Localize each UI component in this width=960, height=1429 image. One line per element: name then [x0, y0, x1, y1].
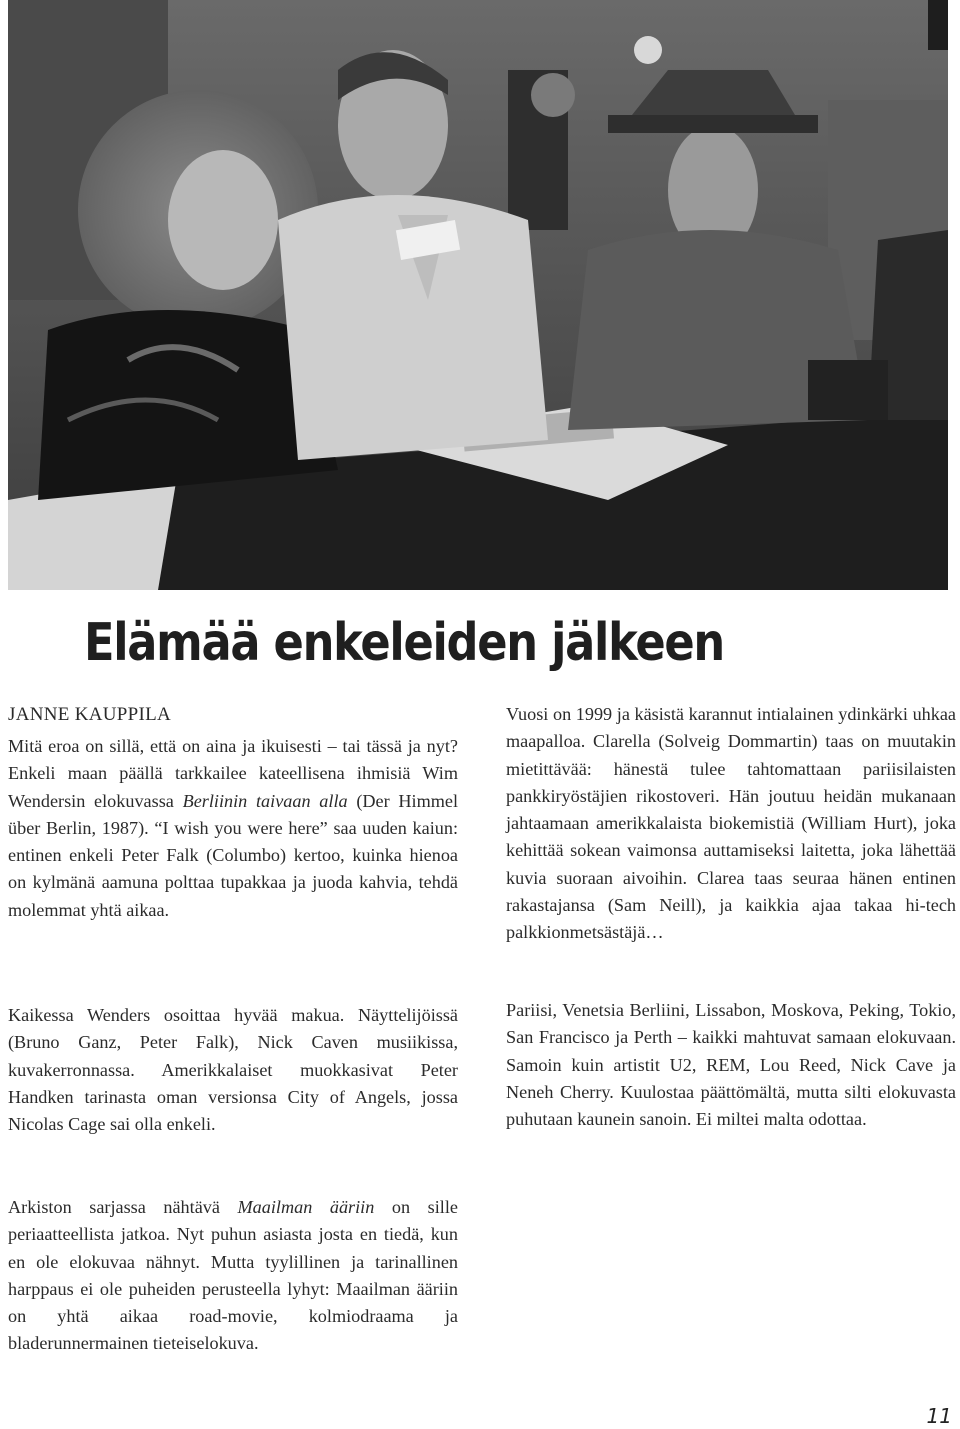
author-byline: JANNE KAUPPILA [8, 704, 172, 725]
film-still-photo-icon [8, 0, 948, 590]
left-p3-text-a: Arkiston sarjassa nähtävä [8, 1197, 238, 1217]
left-paragraph-2: Kaikessa Wenders osoittaa hyvää makua. Näyttelijöissä (Bruno Ganz, Peter Falk), Nick Caven musiikissa, kuvakerronnassa. Amerikkalaiset muokkasivat Peter Handken tarinasta oman versionsa City of Angels, jossa Nicolas Cage sai olla enkeli. [8, 1005, 458, 1135]
article-title: Elämää enkeleiden jälkeen [84, 613, 724, 673]
left-p1-text-a: Mitä eroa on sillä, että on aina ja ikuisesti – tai tässä ja nyt? Enkeli maan päällä tarkkailee kateellisena ihmisiä Wim Wendersin elokuvassa [8, 736, 458, 811]
left-p1-italic-title: Berliinin taivaan alla [182, 790, 348, 811]
page-number: 11 [926, 1404, 952, 1428]
left-paragraph-3 [8, 1194, 458, 1358]
right-paragraph-2: Pariisi, Venetsia Berliini, Lissabon, Moskova, Peking, Tokio, San Francisco ja Perth – kaikki mahtuvat samaan elokuvaan. Samoin kuin artistit U2, REM, Lou Reed, Nick Cave ja Neneh Cherry. Kuulostaa päättömältä, mutta silti elokuvasta puhutaan kaunein sanoin. Ei miltei malta odottaa. [506, 1000, 956, 1130]
left-paragraph-1 [8, 733, 458, 924]
film-still-photo [8, 0, 948, 590]
right-paragraph-1: Vuosi on 1999 ja käsistä karannut intialainen ydinkärki uhkaa maapalloa. Clarella (Solveig Dommartin) taas on muutakin mietittävää: hänestä tulee tahtomattaan pariisilaisten pankkiryöstäjien rikostoveri. Hän joutuu heidän mukanaan jahtaamaan amerikkalaista biokemistiä (William Hurt), joka kehittää sokean vaimonsa auttamiseksi laitetta, joka lähettää kuvia suoraan aivoihin. Clarea taas seuraa hänen entinen rakastajansa (Sam Neill), ja kaikkia ajaa takaa hi-tech palkkionmetsästäjä… [506, 704, 956, 943]
left-p3-text-b: on sille periaatteellista jatkoa. Nyt puhun asiasta josta en tiedä, kun en ole elokuvaa nähnyt. Mutta tyylillinen ja tarinallinen harppaus ei ole puheiden perusteella lyhyt: Maailman ääriin on yhtä aikaa road-movie, kolmiodraama ja bladerunnermainen tieteiselokuva. [8, 1197, 458, 1354]
left-p1-text-b: (Der Himmel über Berlin, 1987). “I wish you were here” saa uuden kaiun: entinen enkeli Peter Falk (Columbo) kertoo, kuinka hienoa on kylmänä aamuna polttaa tupakkaa ja juoda kahvia, tehdä molemmat yhtä aikaa. [8, 790, 458, 920]
left-p3-italic-title: Maailman ääriin [237, 1197, 375, 1217]
